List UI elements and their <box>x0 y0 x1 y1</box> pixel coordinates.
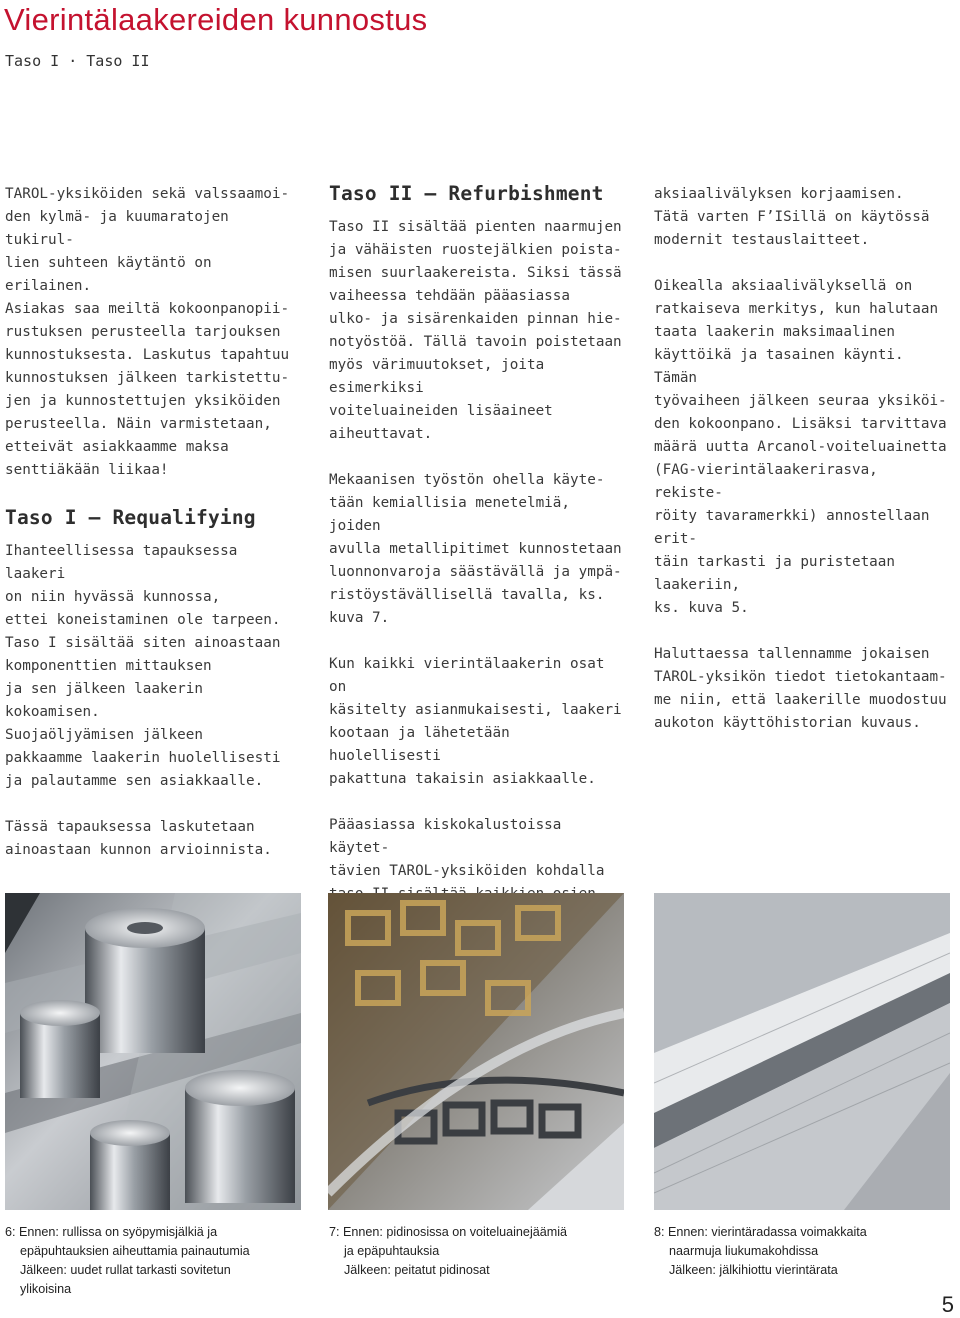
column-3-paragraph-3: Haluttaessa tallennamme jokaisen TAROL-yksikön tiedot tietokantaam- me niin, että laakerille muodostuu aukoton käyttöhistorian kuvaus. <box>654 646 947 731</box>
taso-1-paragraph: Ihanteellisessa tapauksessa laakeri on niin hyvässä kunnossa, ettei koneistaminen ole tarpeen. Taso I sisältää siten ainoastaan komponenttien mittauksen ja sen jälkeen laakerin kokoamisen. Suojaöljyämisen jälkeen pakkaamme laakerin huolellisesti ja palautamme sen asiakkaalle. <box>5 543 281 789</box>
caption-6-line-3: Jälkeen: uudet rullat tarkasti sovitetun <box>20 1263 231 1277</box>
page-subtitle: Taso I · Taso II <box>5 52 150 70</box>
caption-6-line-2: epäpuhtauksien aiheuttamia painautumia <box>20 1244 250 1258</box>
caption-6-line-1: 6: Ennen: rullissa on syöpymisjälkiä ja <box>5 1225 218 1239</box>
caption-7 <box>329 1223 629 1280</box>
caption-8-line-3: Jälkeen: jälkihiottu vierintärata <box>669 1263 838 1277</box>
page-title: Vierintälaakereiden kunnostus <box>4 2 428 37</box>
intro-paragraph: TAROL-yksiköiden sekä valssaamoi- den kylmä- ja kuumaratojen tukirul- lien suhteen käytäntö on erilainen. Asiakas saa meiltä kokoonpanopii- rustuksen perusteella tarjouksen kunnostuksesta. Laskutus tapahtuu kunnostuksen jälkeen tarkistettu- jen ja kunnostettujen yksiköiden perusteella. Näin varmistetaan, etteivät asiakkaamme maksa senttiäkään liikaa! <box>5 186 290 478</box>
caption-7-line-3: Jälkeen: peitatut pidinosat <box>344 1263 490 1277</box>
taso-2-paragraph-4: Pääasiassa kiskokalustoissa käytet- tävien TAROL-yksiköiden kohdalla <box>329 817 605 879</box>
taso-2-paragraph-2: Mekaanisen työstön ohella käyte- tään kemiallisia menetelmiä, joiden avulla metallipitimet kunnostetaan luonnonvaroja säästävällä ja ympä- ristöystävällisellä tavalla, ks. kuva 7. <box>329 472 622 626</box>
caption-7-line-1: 7: Ennen: pidinosissa on voiteluainejäämiä <box>329 1225 568 1239</box>
caption-8-line-2: naarmuja liukumakohdissa <box>669 1244 819 1258</box>
page-number: 5 <box>941 1292 954 1317</box>
column-3-paragraph-2: Oikealla aksiaalivälyksellä on ratkaiseva merkitys, kun halutaan taata laakerin maksimaalinen käyttöikä ja tasainen käynti. Tämän työvaiheen jälkeen seuraa yksiköi- den kokoonpano. Lisäksi tarvittava määrä uutta Arcanol-voiteluainetta (FAG-vierintälaakerirasva, rekiste- röity tavaramerkki) annostellaan erit- täin tarkasti ja puristetaan laakeriin, ks. kuva 5. <box>654 278 947 616</box>
photo-raceway <box>654 893 950 1210</box>
column-3-paragraph-1: aksiaalivälyksen korjaamisen. Tätä varten F’ISillä on käytössä modernit testauslaitteet. <box>654 186 930 248</box>
caption-8-line-1: 8: Ennen: vierintäradassa voimakkaita <box>654 1225 867 1239</box>
photo-cage-parts <box>328 893 624 1210</box>
taso-2-paragraph-1: Taso II sisältää pienten naarmujen ja vähäisten ruostejälkien poista- misen suurlaakereista. Siksi tässä vaiheessa tehdään pääasiassa ulko- ja sisärenkaiden pinnan hie- notyöstöä. Tällä tavoin poistetaan myös värimuutokset, joita esimerkiksi voiteluaineiden lisäaineet aiheuttavat. <box>329 219 622 442</box>
caption-6-line-4: ylikoisina <box>20 1282 72 1296</box>
taso-1-billing-paragraph: Tässä tapauksessa laskutetaan ainoastaan kunnon arvioinnista. <box>5 819 272 858</box>
photo-rollers <box>5 893 301 1210</box>
caption-8 <box>654 1223 954 1280</box>
text-column-3 <box>654 183 954 758</box>
caption-7-line-2: ja epäpuhtauksia <box>344 1244 440 1258</box>
caption-6 <box>5 1223 305 1299</box>
text-column-2 <box>329 183 629 998</box>
section-heading-taso-2: Taso II — Refurbishment <box>329 182 604 205</box>
taso-2-paragraph-3: Kun kaikki vierintälaakerin osat on käsitelty asianmukaisesti, laakeri kootaan ja lähetetään huolellisesti pakattuna takaisin asiakkaalle. <box>329 656 622 787</box>
section-heading-taso-1: Taso I — Requalifying <box>5 506 256 529</box>
text-column-1 <box>5 183 305 885</box>
